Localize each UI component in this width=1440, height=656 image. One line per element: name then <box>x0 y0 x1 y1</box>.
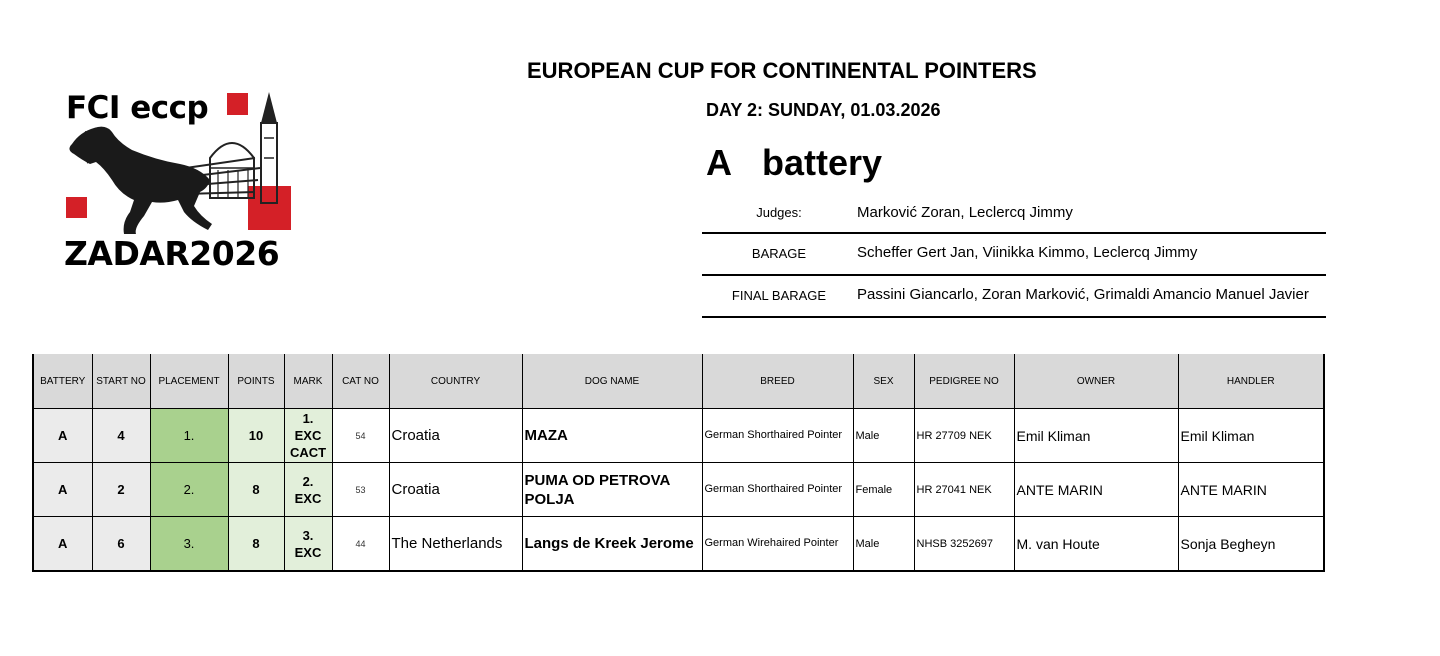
header-breed: BREED <box>702 354 853 409</box>
cell-start-no: 2 <box>92 463 150 517</box>
cell-points: 10 <box>228 409 284 463</box>
table-header-row <box>33 354 1324 409</box>
cell-points: 8 <box>228 463 284 517</box>
cell-mark <box>284 463 332 517</box>
barage-names: Scheffer Gert Jan, Viinikka Kimmo, Leclercq Jimmy <box>857 244 1198 261</box>
judges-names: Marković Zoran, Leclercq Jimmy <box>857 204 1073 221</box>
page-title: EUROPEAN CUP FOR CONTINENTAL POINTERS <box>527 58 1037 83</box>
judges-row <box>702 195 1326 234</box>
battery-word: battery <box>762 142 883 183</box>
cell-country: Croatia <box>389 409 522 463</box>
cell-pedigree-no: NHSB 3252697 <box>914 517 1014 572</box>
cell-dog-name: MAZA <box>522 409 702 463</box>
header-battery: BATTERY <box>33 354 92 409</box>
results-table <box>32 354 1325 572</box>
header-dog-name: DOG NAME <box>522 354 702 409</box>
cell-points: 8 <box>228 517 284 572</box>
cell-mark <box>284 517 332 572</box>
cell-pedigree-no: HR 27041 NEK <box>914 463 1014 517</box>
judges-label: Judges: <box>756 205 802 220</box>
table-row <box>33 517 1324 572</box>
cell-mark <box>284 409 332 463</box>
barage-label: BARAGE <box>751 246 807 261</box>
cell-cat-no: 54 <box>332 409 389 463</box>
cell-placement: 1. <box>150 409 228 463</box>
cell-breed: German Shorthaired Pointer <box>702 463 853 517</box>
cell-battery: A <box>33 463 92 517</box>
header-country: COUNTRY <box>389 354 522 409</box>
mark-line: 2. <box>302 473 314 489</box>
header-cat-no: CAT NO <box>332 354 389 409</box>
final-barage-row <box>702 276 1326 318</box>
mark-line: EXC <box>294 544 322 560</box>
judges-panel <box>702 195 1326 318</box>
table-row <box>33 409 1324 463</box>
event-logo <box>60 88 300 278</box>
mark-line: 1. <box>302 411 314 426</box>
logo-top-text: FCI eccp <box>66 90 209 126</box>
cell-battery: A <box>33 517 92 572</box>
header-sex: SEX <box>853 354 914 409</box>
cell-breed: German Wirehaired Pointer <box>702 517 853 572</box>
cell-cat-no: 44 <box>332 517 389 572</box>
cell-handler: ANTE MARIN <box>1178 463 1324 517</box>
final-barage-names: Passini Giancarlo, Zoran Marković, Grimaldi Amancio Manuel Javier <box>857 286 1309 303</box>
cell-sex: Male <box>853 409 914 463</box>
final-barage-label: FINAL BARAGE <box>731 288 827 303</box>
cell-cat-no: 53 <box>332 463 389 517</box>
cell-dog-name: Langs de Kreek Jerome <box>522 517 702 572</box>
header-placement: PLACEMENT <box>150 354 228 409</box>
cell-battery: A <box>33 409 92 463</box>
cell-placement: 2. <box>150 463 228 517</box>
cell-owner: ANTE MARIN <box>1014 463 1178 517</box>
day-subtitle: DAY 2: SUNDAY, 01.03.2026 <box>706 100 941 120</box>
mark-line: CACT <box>289 445 327 460</box>
header-owner: OWNER <box>1014 354 1178 409</box>
cell-start-no: 6 <box>92 517 150 572</box>
header-pedigree-no: PEDIGREE NO <box>914 354 1014 409</box>
cell-sex: Male <box>853 517 914 572</box>
header-points: POINTS <box>228 354 284 409</box>
mark-line: 3. <box>302 527 314 543</box>
cell-start-no: 4 <box>92 409 150 463</box>
cell-owner: Emil Kliman <box>1014 409 1178 463</box>
cell-placement: 3. <box>150 517 228 572</box>
battery-heading <box>706 142 882 184</box>
logo-bottom-text: ZADAR2026 <box>64 234 280 273</box>
cell-country: The Netherlands <box>389 517 522 572</box>
battery-letter: A <box>706 142 732 183</box>
cell-sex: Female <box>853 463 914 517</box>
cell-breed: German Shorthaired Pointer <box>702 409 853 463</box>
cell-dog-name: PUMA OD PETROVA POLJA <box>522 463 702 517</box>
cell-pedigree-no: HR 27709 NEK <box>914 409 1014 463</box>
mark-line: EXC <box>294 490 322 506</box>
header-mark: MARK <box>284 354 332 409</box>
header-handler: HANDLER <box>1178 354 1324 409</box>
barage-row <box>702 234 1326 276</box>
table-row <box>33 463 1324 517</box>
mark-line: EXC <box>294 428 322 443</box>
cell-country: Croatia <box>389 463 522 517</box>
cell-owner: M. van Houte <box>1014 517 1178 572</box>
header-start-no: START NO <box>92 354 150 409</box>
cell-handler: Emil Kliman <box>1178 409 1324 463</box>
cell-handler: Sonja Begheyn <box>1178 517 1324 572</box>
